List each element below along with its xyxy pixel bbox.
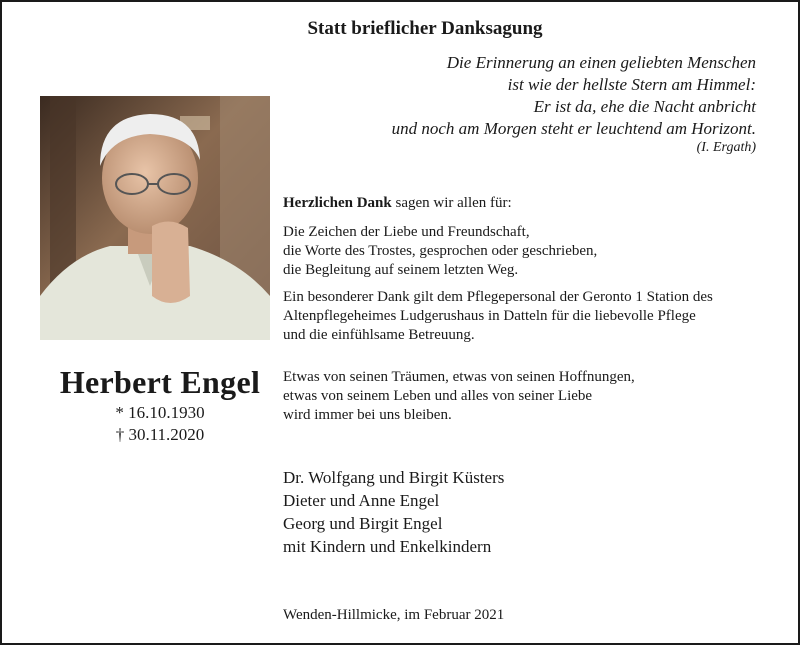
place-date: Wenden-Hillmicke, im Februar 2021: [283, 607, 505, 623]
thanks-list-line: Die Zeichen der Liebe und Freundschaft,: [283, 224, 530, 240]
thanks-intro-bold: Herzlichen Dank: [283, 195, 392, 211]
signer-line: Dr. Wolfgang und Birgit Küsters: [283, 468, 505, 487]
poem-author: (I. Ergath): [696, 140, 756, 155]
special-thanks-line: und die einfühlsame Betreuung.: [283, 327, 475, 343]
death-date: † 30.11.2020: [115, 425, 205, 444]
thanks-list: [283, 223, 597, 280]
closing-verse-line: etwas von seinem Leben und alles von seiner Liebe: [283, 388, 593, 404]
poem-line: Er ist da, ehe die Nacht anbricht: [533, 97, 756, 116]
thanks-intro-rest: sagen wir allen für:: [391, 195, 512, 211]
portrait-photo-image: [40, 96, 270, 340]
closing-verse: [283, 368, 635, 425]
birth-date: * 16.10.1930: [115, 403, 205, 422]
special-thanks-line: Ein besonderer Dank gilt dem Pflegepersonal der Geronto 1 Station des: [283, 289, 713, 305]
signer-line: Dieter und Anne Engel: [283, 491, 440, 510]
poem-line: und noch am Morgen steht er leuchtend am Horizont.: [391, 119, 756, 138]
closing-verse-line: wird immer bei uns bleiben.: [283, 407, 452, 423]
notice-heading: Statt brieflicher Danksagung: [307, 18, 543, 39]
thanks-list-line: die Begleitung auf seinem letzten Weg.: [283, 262, 519, 278]
poem: [392, 52, 756, 140]
thanks-intro: [283, 194, 512, 213]
poem-line: Die Erinnerung an einen geliebten Menschen: [446, 53, 756, 72]
special-thanks-line: Altenpflegeheimes Ludgerushaus in Datteln für die liebevolle Pflege: [283, 308, 696, 324]
closing-verse-line: Etwas von seinen Träumen, etwas von seinen Hoffnungen,: [283, 369, 635, 385]
poem-line: ist wie der hellste Stern am Himmel:: [507, 75, 756, 94]
deceased-name: Herbert Engel: [59, 364, 261, 400]
special-thanks: [283, 288, 713, 345]
signers: [283, 466, 504, 558]
portrait-photo: [40, 96, 270, 340]
signer-line: Georg und Birgit Engel: [283, 514, 443, 533]
life-dates: [40, 402, 280, 446]
thanks-list-line: die Worte des Trostes, gesprochen oder geschrieben,: [283, 243, 598, 259]
signer-line: mit Kindern und Enkelkindern: [283, 537, 492, 556]
